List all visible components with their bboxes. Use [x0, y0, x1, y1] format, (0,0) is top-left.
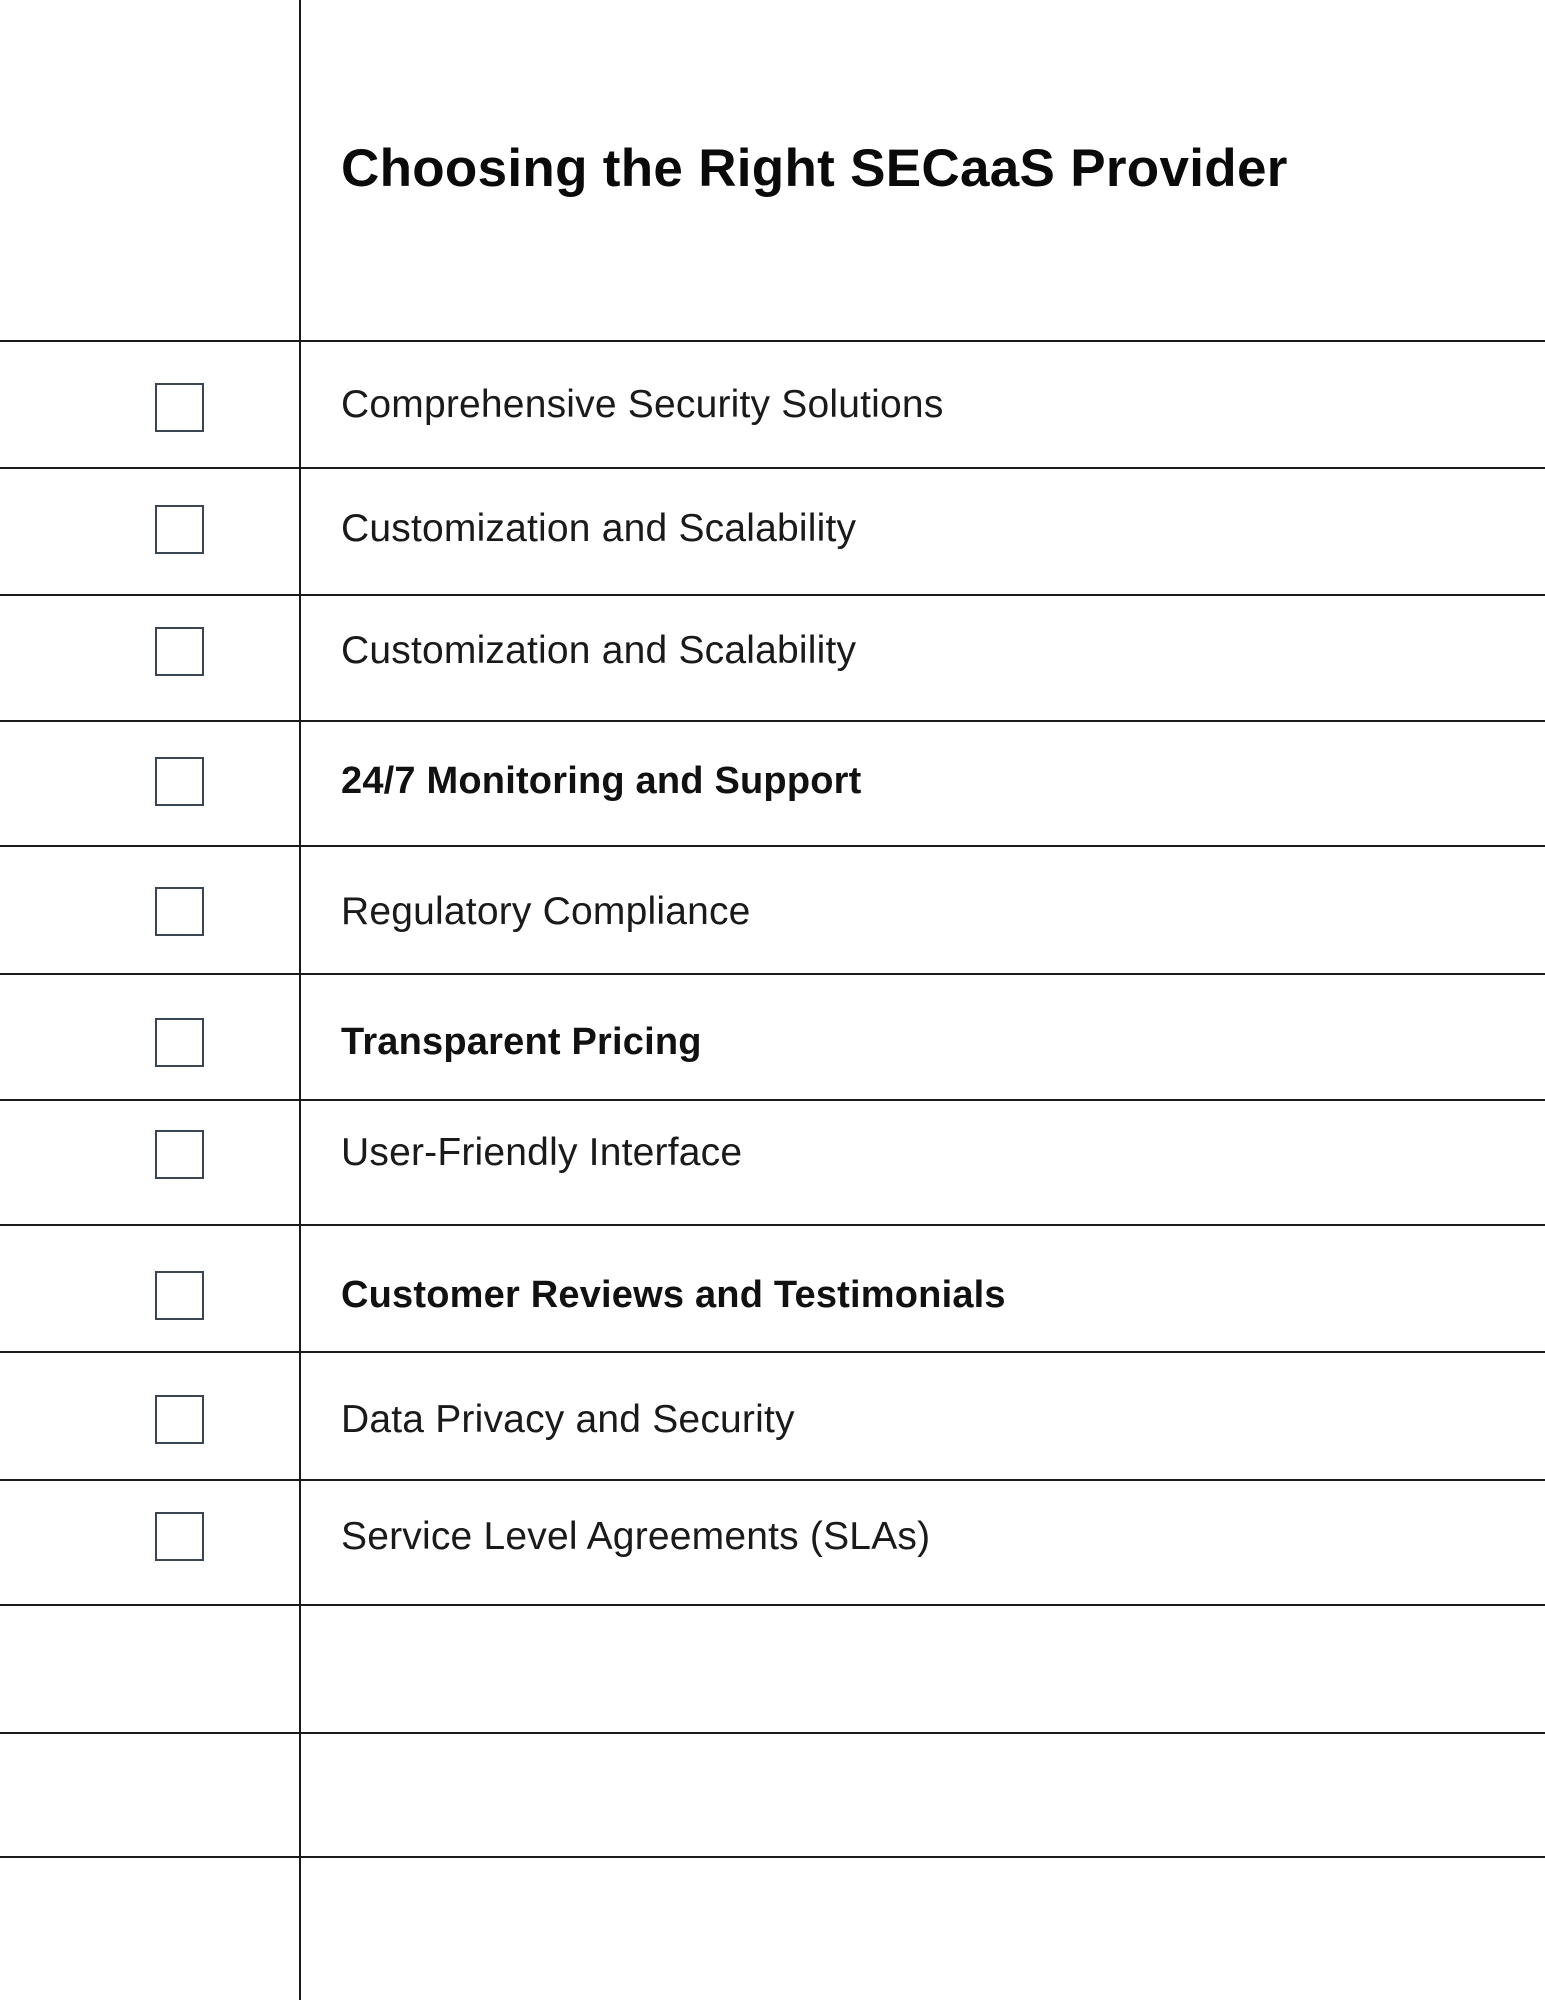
- checkbox[interactable]: [155, 383, 204, 432]
- checklist-item-label: Transparent Pricing: [341, 1021, 702, 1063]
- checklist-item-label: Customization and Scalability: [341, 629, 857, 672]
- row-divider: [0, 1604, 1545, 1606]
- row-divider: [0, 720, 1545, 722]
- checkbox[interactable]: [155, 887, 204, 936]
- row-divider: [0, 973, 1545, 975]
- checklist-item-label: Customer Reviews and Testimonials: [341, 1274, 1006, 1316]
- checklist-item-label: Data Privacy and Security: [341, 1398, 795, 1441]
- row-divider: [0, 1099, 1545, 1101]
- checkbox[interactable]: [155, 757, 204, 806]
- checkbox[interactable]: [155, 1512, 204, 1561]
- checkbox[interactable]: [155, 1130, 204, 1179]
- row-divider: [0, 845, 1545, 847]
- column-divider: [299, 0, 301, 2000]
- row-divider: [0, 340, 1545, 342]
- checkbox[interactable]: [155, 1271, 204, 1320]
- row-divider: [0, 1224, 1545, 1226]
- row-divider: [0, 467, 1545, 469]
- row-divider: [0, 594, 1545, 596]
- checklist-item-label: Customization and Scalability: [341, 507, 857, 550]
- checkbox[interactable]: [155, 505, 204, 554]
- checkbox[interactable]: [155, 627, 204, 676]
- checklist-item-label: 24/7 Monitoring and Support: [341, 760, 862, 802]
- checklist-item-label: Comprehensive Security Solutions: [341, 383, 944, 426]
- checkbox[interactable]: [155, 1018, 204, 1067]
- checkbox[interactable]: [155, 1395, 204, 1444]
- checklist-item-label: Regulatory Compliance: [341, 890, 751, 933]
- row-divider: [0, 1479, 1545, 1481]
- checklist-item-label: Service Level Agreements (SLAs): [341, 1515, 931, 1558]
- checklist-item-label: User-Friendly Interface: [341, 1131, 743, 1174]
- page-title: Choosing the Right SECaaS Provider: [341, 139, 1288, 198]
- row-divider: [0, 1351, 1545, 1353]
- row-divider: [0, 1732, 1545, 1734]
- row-divider: [0, 1856, 1545, 1858]
